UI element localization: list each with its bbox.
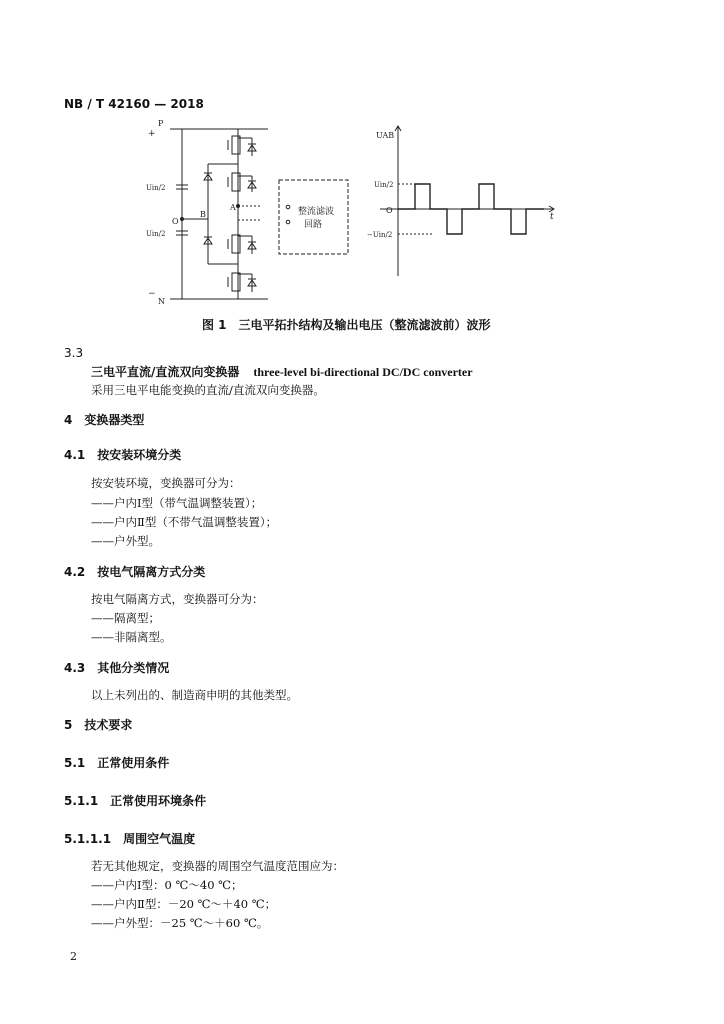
node-a-label: A [230,203,236,212]
label-n: N [158,297,165,306]
level-pos-label: Uin/2 [374,181,394,189]
output-voltage-waveform [367,126,554,276]
list-item: ——隔离型； [91,611,160,625]
label-p: P [158,119,164,128]
cap-top-label: Uin/2 [146,184,166,192]
origin-label: O [386,206,393,215]
figure-caption: 图 1 三电平拓扑结构及输出电压（整流滤波前）波形 [202,318,491,332]
term-chinese: 三电平直流/直流双向变换器 [91,365,240,379]
section-4-3-heading: 4.3 其他分类情况 [64,661,170,675]
axis-y-label: UAB [376,131,395,140]
list-item: ——户内Ⅱ型（不带气温调整装置）； [91,515,278,529]
node-b-label: B [200,210,206,219]
section-5-1-heading: 5.1 正常使用条件 [64,756,170,770]
page-number: 2 [70,950,77,963]
list-item: ——户外型：－25 ℃～＋60 ℃。 [91,916,269,930]
cap-bottom-label: Uin/2 [146,230,166,238]
section-5-1-1-1-intro: 若无其他规定，变换器的周围空气温度范围应为： [91,859,344,873]
section-5-1-1-heading: 5.1.1 正常使用环境条件 [64,794,207,808]
figure-1 [140,118,580,310]
term-definition: 采用三电平电能变换的直流/直流双向变换器。 [91,383,325,397]
axis-x-label: t [550,212,554,222]
section-4-heading: 4 变换器类型 [64,413,145,427]
node-o-label: O [172,217,179,226]
section-4-1-intro: 按安装环境，变换器可分为： [91,476,241,490]
section-4-3-text: 以上未列出的、制造商申明的其他类型。 [91,688,298,702]
filter-label-2: 回路 [304,220,323,230]
section-5-heading: 5 技术要求 [64,718,133,732]
section-4-2-intro: 按电气隔离方式，变换器可分为： [91,592,264,606]
section-4-2-heading: 4.2 按电气隔离方式分类 [64,565,206,579]
section-3-3-number: 3.3 [64,346,84,360]
label-plus: + [148,129,156,139]
term-entry [91,363,473,380]
three-level-circuit [146,119,348,306]
term-english: three-level bi-directional DC/DC converter [253,365,473,379]
label-minus: − [148,289,156,299]
list-item: ——户外型。 [91,534,160,548]
level-neg-label: −Uin/2 [367,231,393,239]
list-item: ——户内Ⅰ型：0 ℃～40 ℃； [91,878,243,892]
list-item: ——户内Ⅰ型（带气温调整装置）； [91,496,263,510]
filter-label-1: 整流滤波 [298,207,335,217]
list-item: ——户内Ⅱ型：－20 ℃～＋40 ℃； [91,897,277,911]
section-5-1-1-1-heading: 5.1.1.1 周围空气温度 [64,832,196,846]
list-item: ——非隔离型。 [91,630,172,644]
standard-number: NB / T 42160 — 2018 [64,97,204,111]
section-4-1-heading: 4.1 按安装环境分类 [64,448,182,462]
